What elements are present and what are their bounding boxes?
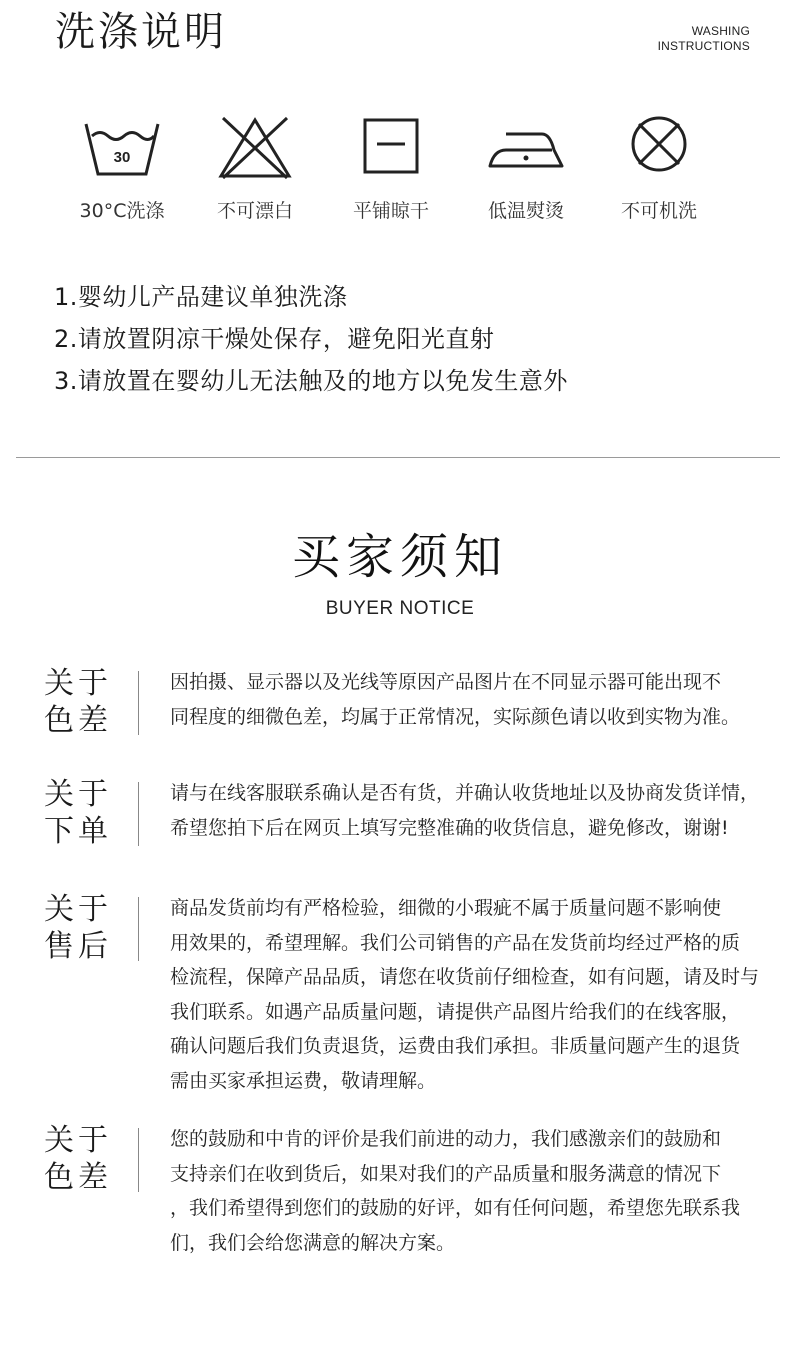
care-label-no-bleach: 不可漂白 [216, 200, 293, 222]
page-title: 洗涤说明 [55, 9, 227, 55]
care-item-dry-flat [326, 114, 456, 223]
care-icon-row [0, 108, 800, 228]
dry-flat-icon [351, 114, 431, 182]
section-heading-line-1: 关于 [44, 777, 112, 812]
section-divider [16, 457, 780, 458]
section-vertical-rule [138, 1128, 139, 1192]
section-vertical-rule [138, 782, 139, 846]
section-body [170, 1122, 765, 1260]
body-line: 因拍摄、显示器以及光线等原因产品图片在不同显示器可能出现不 [170, 671, 722, 693]
no-bleach-icon [215, 114, 295, 182]
buyer-notice-title: 买家须知 [291, 529, 508, 585]
body-line: 商品发货前均有严格检验，细微的小瑕疵不属于质量问题不影响使 [170, 897, 722, 919]
section-heading-line-1: 关于 [44, 892, 112, 927]
section-heading [44, 776, 114, 850]
section-body [170, 891, 765, 1098]
section-heading-line-1: 关于 [44, 1123, 112, 1158]
subtitle-line-2: INSTRUCTIONS [657, 39, 750, 53]
section-heading-line-1: 关于 [44, 666, 112, 701]
no-machine-wash-icon [619, 114, 699, 182]
body-line: 检流程，保障产品品质，请您在收货前仔细检查，如有问题，请及时与 [170, 966, 760, 988]
section-body [170, 776, 765, 845]
care-label-no-machine-wash: 不可机洗 [620, 200, 697, 222]
care-label-iron-low: 低温熨烫 [487, 200, 564, 222]
section-heading-line-2: 下单 [44, 814, 112, 849]
section-heading-line-2: 售后 [44, 929, 112, 964]
body-line: 需由买家承担运费，敬请理解。 [170, 1069, 437, 1092]
wash-temp-text: 30 [113, 149, 131, 166]
care-label-dry-flat: 平铺晾干 [352, 200, 429, 222]
body-line: 确认问题后我们负责退货，运费由我们承担。非质量问题产生的退货 [170, 1035, 741, 1057]
body-line: 您的鼓励和中肯的评价是我们前进的动力，我们感激亲们的鼓励和 [170, 1128, 722, 1150]
care-item-no-bleach [190, 114, 320, 223]
care-label-wash-30: 30°C洗涤 [79, 200, 165, 222]
section-heading [44, 891, 114, 965]
section-body [170, 665, 765, 734]
page-subtitle [658, 24, 750, 54]
body-line: 们，我们会给您满意的解决方案。 [170, 1231, 456, 1254]
body-line: 希望您拍下后在网页上填写完整准确的收货信息，避免修改，谢谢! [170, 816, 729, 839]
care-notes [54, 276, 568, 402]
care-note-2: 2.请放置阴凉干燥处保存，避免阳光直射 [54, 325, 495, 353]
care-note-3: 3.请放置在婴幼儿无法触及的地方以免发生意外 [54, 367, 568, 395]
body-line: 我们联系。如遇产品质量问题，请提供产品图片给我们的在线客服， [170, 1000, 741, 1023]
section-heading-line-2: 色差 [44, 1160, 112, 1195]
section-vertical-rule [138, 897, 139, 961]
iron-low-icon [486, 114, 566, 182]
section-heading [44, 665, 114, 739]
care-note-1: 1.婴幼儿产品建议单独洗涤 [54, 283, 348, 311]
buyer-notice-subtitle: BUYER NOTICE [325, 598, 475, 619]
section-vertical-rule [138, 671, 139, 735]
care-item-no-machine-wash [594, 114, 724, 223]
section-heading-line-2: 色差 [44, 703, 112, 738]
body-line: 用效果的，希望理解。我们公司销售的产品在发货前均经过严格的质 [170, 931, 741, 954]
body-line: 请与在线客服联系确认是否有货，并确认收货地址以及协商发货详情， [170, 782, 760, 804]
body-line: 支持亲们在收到货后，如果对我们的产品质量和服务满意的情况下 [170, 1162, 722, 1185]
care-item-wash-30 [57, 114, 187, 223]
body-line: 同程度的细微色差，均属于正常情况，实际颜色请以收到实物为准。 [170, 705, 741, 728]
wash-30-icon [82, 114, 162, 182]
body-line: ，我们希望得到您们的鼓励的好评，如有任何问题，希望您先联系我 [170, 1197, 741, 1219]
subtitle-line-1: WASHING [691, 24, 750, 38]
care-item-iron-low [461, 114, 591, 223]
section-heading [44, 1122, 114, 1196]
